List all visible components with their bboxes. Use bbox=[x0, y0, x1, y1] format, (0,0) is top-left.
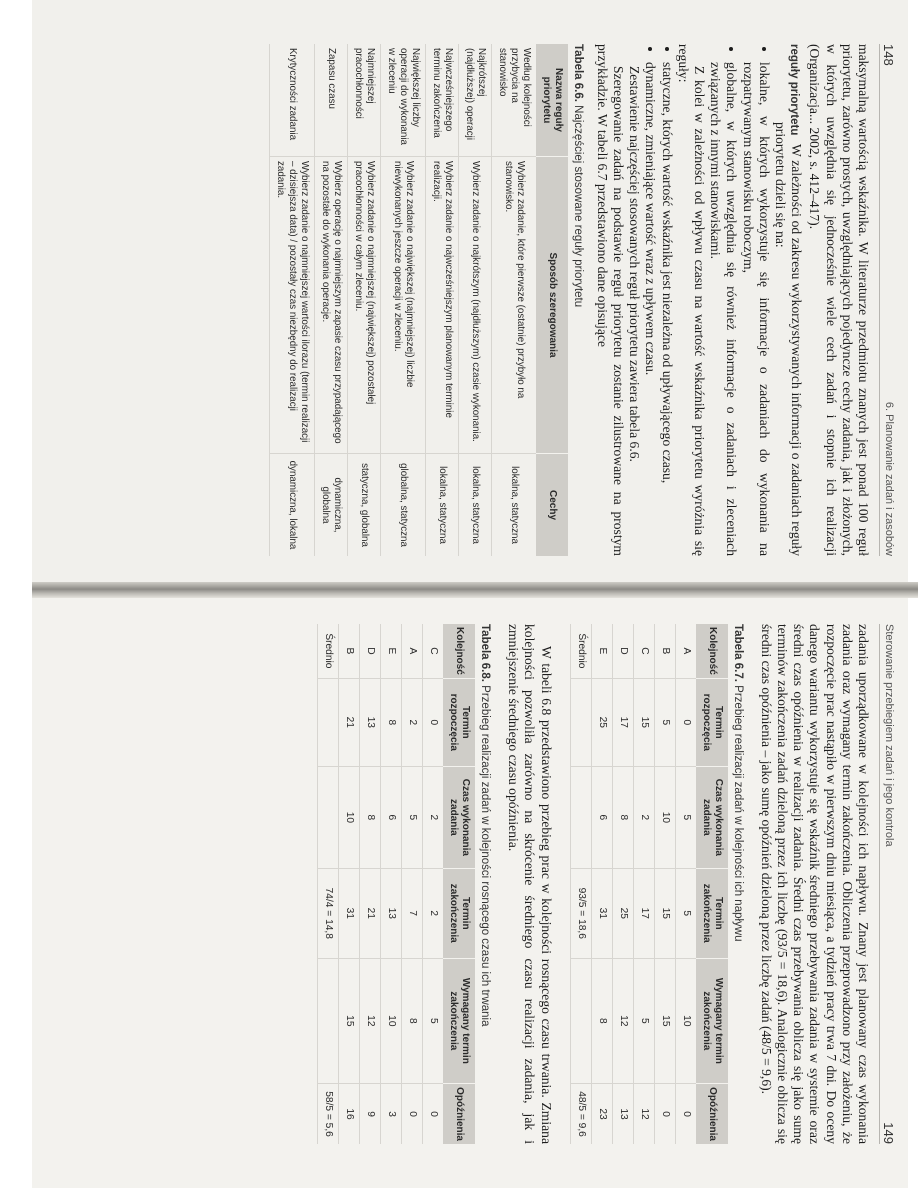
caption-label: Tabela 6.8. bbox=[478, 624, 491, 682]
scan-margin bbox=[0, 0, 32, 1188]
list-item: • lokalne, w których wykorzystuje się informacje o zadaniach do wykonania na rozpatrywanym stanowisku roboczym, bbox=[739, 62, 771, 556]
column-header: Termin rozpoczęcia bbox=[443, 678, 475, 766]
table-cell: E bbox=[591, 624, 612, 678]
column-header: Opóźnienia bbox=[696, 1084, 728, 1144]
table-cell: D bbox=[359, 624, 380, 678]
table-row bbox=[491, 44, 536, 556]
table-row bbox=[422, 624, 443, 1144]
right-page-number: 149 bbox=[881, 1122, 896, 1144]
table-cell: E bbox=[380, 624, 401, 678]
table-cell: Wybierz zadanie o najwcześniejszym planowanym terminie realizacji. bbox=[425, 157, 458, 454]
table-cell: 3 bbox=[380, 1084, 401, 1144]
table-cell: 6 bbox=[380, 766, 401, 868]
table-cell: A bbox=[675, 624, 696, 678]
table-cell: 0 bbox=[401, 1084, 422, 1144]
table-row bbox=[380, 44, 425, 556]
table-cell: 2 bbox=[401, 678, 422, 766]
list-item: • globalne, w których uwzględnia się również informacje o zadaniach i zleceniach związanych z innymi stanowiskami. bbox=[707, 62, 739, 556]
right-paragraph-2: W tabeli 6.8 przedstawiono przebieg prac w kolejności rosnącego czasu trwania. Zmiana kolejności pozwoliła zarówno na skrócenie średniego czasu realizacji zadania, jak i zmniejszenie średniego czasu opóźnienia. bbox=[506, 624, 554, 1144]
table-footer-row bbox=[570, 624, 591, 1144]
caption-text: Najczęściej stosowane reguły priorytetu bbox=[571, 105, 584, 308]
table-cell: 10 bbox=[675, 958, 696, 1083]
table-cell: Najwcześniejszego terminu zakończenia bbox=[425, 44, 458, 157]
table-cell: Najkrótszej (najdłuższej) operacji bbox=[458, 44, 491, 157]
table-cell bbox=[570, 678, 591, 766]
table-cell bbox=[570, 958, 591, 1083]
list-item: • dynamiczne, zmieniające wartość wraz z upływem czasu. bbox=[642, 62, 658, 556]
table-row bbox=[591, 624, 612, 1144]
table-cell: statyczna, globalna bbox=[347, 454, 380, 557]
table-cell: 6 bbox=[591, 766, 612, 868]
table-cell: lokalna, statyczna bbox=[491, 454, 536, 557]
left-running-head bbox=[879, 44, 898, 556]
table-cell: 15 bbox=[654, 958, 675, 1083]
table-header-row bbox=[443, 624, 475, 1144]
table-row bbox=[612, 624, 633, 1144]
table-cell: 0 bbox=[675, 678, 696, 766]
table-row bbox=[633, 624, 654, 1144]
table-cell: 7 bbox=[401, 868, 422, 958]
table-cell: 12 bbox=[612, 958, 633, 1083]
left-body-text bbox=[594, 44, 871, 556]
table-cell: 9 bbox=[359, 1084, 380, 1144]
caption-label: Tabela 6.6. bbox=[571, 44, 584, 102]
table-cell: 93/5 = 18,6 bbox=[570, 868, 591, 958]
column-header: Wymagany termin zakończenia bbox=[696, 958, 728, 1083]
table-footer-row bbox=[317, 624, 338, 1144]
table-row bbox=[359, 624, 380, 1144]
table-cell: 8 bbox=[401, 958, 422, 1083]
table-cell: Krytyczności zadania bbox=[269, 44, 314, 157]
table-cell: 0 bbox=[675, 1084, 696, 1144]
table-row bbox=[380, 624, 401, 1144]
table-cell: 58/5 = 5,6 bbox=[317, 1084, 338, 1144]
table-cell: 15 bbox=[338, 958, 359, 1083]
table-cell: lokalna, statyczna bbox=[458, 454, 491, 557]
bullet-list-1 bbox=[707, 44, 772, 556]
table-cell: Wybierz zadanie, które pierwsze (ostatnie) przybyło na stanowisko. bbox=[491, 157, 536, 454]
book-gutter bbox=[0, 582, 918, 598]
table-cell: 0 bbox=[654, 1084, 675, 1144]
table-header-row bbox=[696, 624, 728, 1144]
table-row bbox=[338, 624, 359, 1144]
table-cell: dynamiczna, globalna bbox=[314, 454, 347, 557]
column-header: Czas wykonania zadania bbox=[443, 766, 475, 868]
table-cell: Największej liczby operacji do wykonania w zleceniu bbox=[380, 44, 425, 157]
table-cell bbox=[317, 766, 338, 868]
table-cell: C bbox=[633, 624, 654, 678]
table-cell: B bbox=[338, 624, 359, 678]
table-cell: Najmniejszej pracochłonności bbox=[347, 44, 380, 157]
table-row bbox=[401, 624, 422, 1144]
table-cell: 16 bbox=[338, 1084, 359, 1144]
table-cell: A bbox=[401, 624, 422, 678]
table-cell: 17 bbox=[612, 678, 633, 766]
table-cell: 10 bbox=[654, 766, 675, 868]
table-cell: 5 bbox=[654, 678, 675, 766]
table-cell: 10 bbox=[338, 766, 359, 868]
table-cell: lokalna, statyczna bbox=[425, 454, 458, 557]
table-row bbox=[458, 44, 491, 556]
table-cell: 21 bbox=[359, 868, 380, 958]
caption-text: Przebieg realizacji zadań w kolejności ich napływu bbox=[731, 685, 744, 942]
right-body-text-2 bbox=[505, 624, 554, 1144]
table-6-6 bbox=[269, 44, 568, 556]
column-header: Sposób szeregowania bbox=[536, 157, 568, 454]
table-cell: 5 bbox=[422, 958, 443, 1083]
table-cell: 5 bbox=[401, 766, 422, 868]
table-cell: 12 bbox=[633, 1084, 654, 1144]
table-cell: 5 bbox=[675, 868, 696, 958]
column-header: Czas wykonania zadania bbox=[696, 766, 728, 868]
table-cell: 13 bbox=[359, 678, 380, 766]
left-page bbox=[32, 0, 908, 582]
table-row bbox=[425, 44, 458, 556]
table-cell: 0 bbox=[422, 678, 443, 766]
left-page-number: 148 bbox=[881, 44, 896, 66]
right-running-head bbox=[879, 624, 898, 1144]
table-cell: 13 bbox=[612, 1084, 633, 1144]
table-row bbox=[314, 44, 347, 556]
table-row bbox=[269, 44, 314, 556]
table-cell: 25 bbox=[612, 868, 633, 958]
table-cell: Według kolejności przybycia na stanowisko bbox=[491, 44, 536, 157]
caption-label: Tabela 6.7. bbox=[731, 624, 744, 682]
table-row bbox=[347, 44, 380, 556]
table-cell: 8 bbox=[359, 766, 380, 868]
table-cell bbox=[570, 766, 591, 868]
list-item: • statyczne, których wartość wskaźnika jest niezależna od upływającego czasu, bbox=[658, 62, 674, 556]
left-running-title: 6. Planowanie zadań i zasobów bbox=[883, 401, 895, 556]
column-header: Nazwa reguły priorytetu bbox=[536, 44, 568, 157]
right-running-title: Sterowanie przebiegiem zadań i jego kontrola bbox=[883, 624, 895, 847]
left-paragraph-4: Zestawienie najczęściej stosowanych reguł priorytetu zawiera tabela 6.6. bbox=[627, 66, 643, 462]
table-row bbox=[675, 624, 696, 1144]
right-body-text bbox=[758, 624, 871, 1144]
table-header-row bbox=[536, 44, 568, 556]
table-cell: 8 bbox=[380, 678, 401, 766]
left-paragraph-2: W zależności od zakresu wykorzystywanych informacji o zadaniach reguły priorytetu dzieli się na: bbox=[772, 122, 805, 556]
column-header: Termin rozpoczęcia bbox=[696, 678, 728, 766]
table-cell: 13 bbox=[380, 868, 401, 958]
column-header: Wymagany termin zakończenia bbox=[443, 958, 475, 1083]
column-header: Cechy bbox=[536, 454, 568, 557]
table-6-7 bbox=[570, 624, 728, 1144]
table-cell: 74/4 = 14,8 bbox=[317, 868, 338, 958]
table-cell: 31 bbox=[338, 868, 359, 958]
table-6-6-caption bbox=[572, 44, 584, 556]
table-cell: Średnio bbox=[317, 624, 338, 678]
table-cell: Wybierz zadanie o najkrótszym (najdłuższym) czasie wykonania. bbox=[458, 157, 491, 454]
table-cell: 23 bbox=[591, 1084, 612, 1144]
left-paragraph-3: Z kolei w zależności od wpływu czasu na wartość wskaźnika priorytetu wyróżnia się reguły: bbox=[675, 44, 707, 556]
table-row bbox=[654, 624, 675, 1144]
table-cell: 10 bbox=[380, 958, 401, 1083]
table-cell: 5 bbox=[675, 766, 696, 868]
caption-text: Przebieg realizacji zadań w kolejności rosnącego czasu ich trwania bbox=[478, 685, 491, 1027]
table-cell: 0 bbox=[422, 1084, 443, 1144]
column-header: Termin zakończenia bbox=[443, 868, 475, 958]
table-cell: B bbox=[654, 624, 675, 678]
table-cell: 2 bbox=[633, 766, 654, 868]
table-6-8-caption bbox=[479, 624, 491, 1144]
column-header: Termin zakończenia bbox=[696, 868, 728, 958]
table-cell: globalna, statyczna bbox=[380, 454, 425, 557]
table-cell: 2 bbox=[422, 868, 443, 958]
table-cell: 2 bbox=[422, 766, 443, 868]
table-cell: 8 bbox=[591, 958, 612, 1083]
table-cell: Wybierz operację o najmniejszym zapasie czasu przypadającego na pozostałe do wykonania operacje. bbox=[314, 157, 347, 454]
right-page bbox=[32, 598, 908, 1188]
table-cell: Wybierz zadanie o najmniejszej (największej) pozostałej pracochłonności w całym zleceniu. bbox=[347, 157, 380, 454]
table-cell: 15 bbox=[654, 868, 675, 958]
table-cell bbox=[317, 958, 338, 1083]
left-paragraph-1: maksymalną wartością wskaźnika. W literaturze przedmiotu znanych jest ponad 100 reguł priorytetu, zarówno prostych, uwzględniających pojedyncze cechy zadania, jak i złożonych, w których uwzględnia się jednocześnie wiele cech zadań i stopnie ich realizacji (Organizacja... 2002, s. 412–417). bbox=[807, 44, 871, 556]
table-cell: 21 bbox=[338, 678, 359, 766]
table-cell: Wybierz zadanie o najmniejszej wartości ilorazu (termin realizacji – dzisiejsza data) / pozostały czas niezbędny do realizacji zadania. bbox=[269, 157, 314, 454]
column-header: Kolejność bbox=[443, 624, 475, 678]
right-paragraph-1: zadania uporządkowane w kolejności ich napływu. Znany jest planowany czas wykonania zadania oraz wymagany termin zakończenia. Obliczenia przeprowadzono przy założeniu, że rozpoczęcie prac nastąpiło w pierwszym dniu miesiąca, a tydzień pracy trwa 7 dni. Do oceny danego wariantu wykorzystuje się wskaźnik średniego przebywania zadania w systemie oraz średni czas opóźnienia w realizacji zadania. Średni czas przebywania oblicza się jako sumę terminów zakończenia zadań dzieloną przez ich liczbę (93/5 = 18,6). Analogicznie oblicza się średni czas opóźnienia – jako sumę opóźnień dzieloną przez liczbę zadań (48/5 = 9,6). bbox=[758, 624, 871, 1144]
table-cell: Średnio bbox=[570, 624, 591, 678]
table-cell: 25 bbox=[591, 678, 612, 766]
table-cell: 31 bbox=[591, 868, 612, 958]
table-cell: 5 bbox=[633, 958, 654, 1083]
table-cell: Wybierz zadanie o największej (najmniejszej) liczbie niewykonanych jeszcze operacji w zleceniu. bbox=[380, 157, 425, 454]
table-cell: Zapasu czasu bbox=[314, 44, 347, 157]
table-cell: 8 bbox=[612, 766, 633, 868]
bullet-list-2 bbox=[642, 44, 674, 556]
table-cell: 17 bbox=[633, 868, 654, 958]
table-cell bbox=[317, 678, 338, 766]
table-cell: dynamiczna, lokalna bbox=[269, 454, 314, 557]
margin-note: reguły priorytetu bbox=[788, 44, 801, 136]
table-cell: 12 bbox=[359, 958, 380, 1083]
table-cell: D bbox=[612, 624, 633, 678]
table-6-8 bbox=[317, 624, 475, 1144]
table-cell: C bbox=[422, 624, 443, 678]
table-cell: 15 bbox=[633, 678, 654, 766]
column-header: Kolejność bbox=[696, 624, 728, 678]
left-paragraph-5: Szeregowanie zadań na podstawie reguł priorytetu zostanie zilustrowane na prostym przykładzie. W tabeli 6.7 przedstawiono dane opisujące bbox=[594, 44, 626, 556]
table-6-7-caption bbox=[732, 624, 744, 1144]
table-cell: 48/5 = 9,6 bbox=[570, 1084, 591, 1144]
column-header: Opóźnienia bbox=[443, 1084, 475, 1144]
